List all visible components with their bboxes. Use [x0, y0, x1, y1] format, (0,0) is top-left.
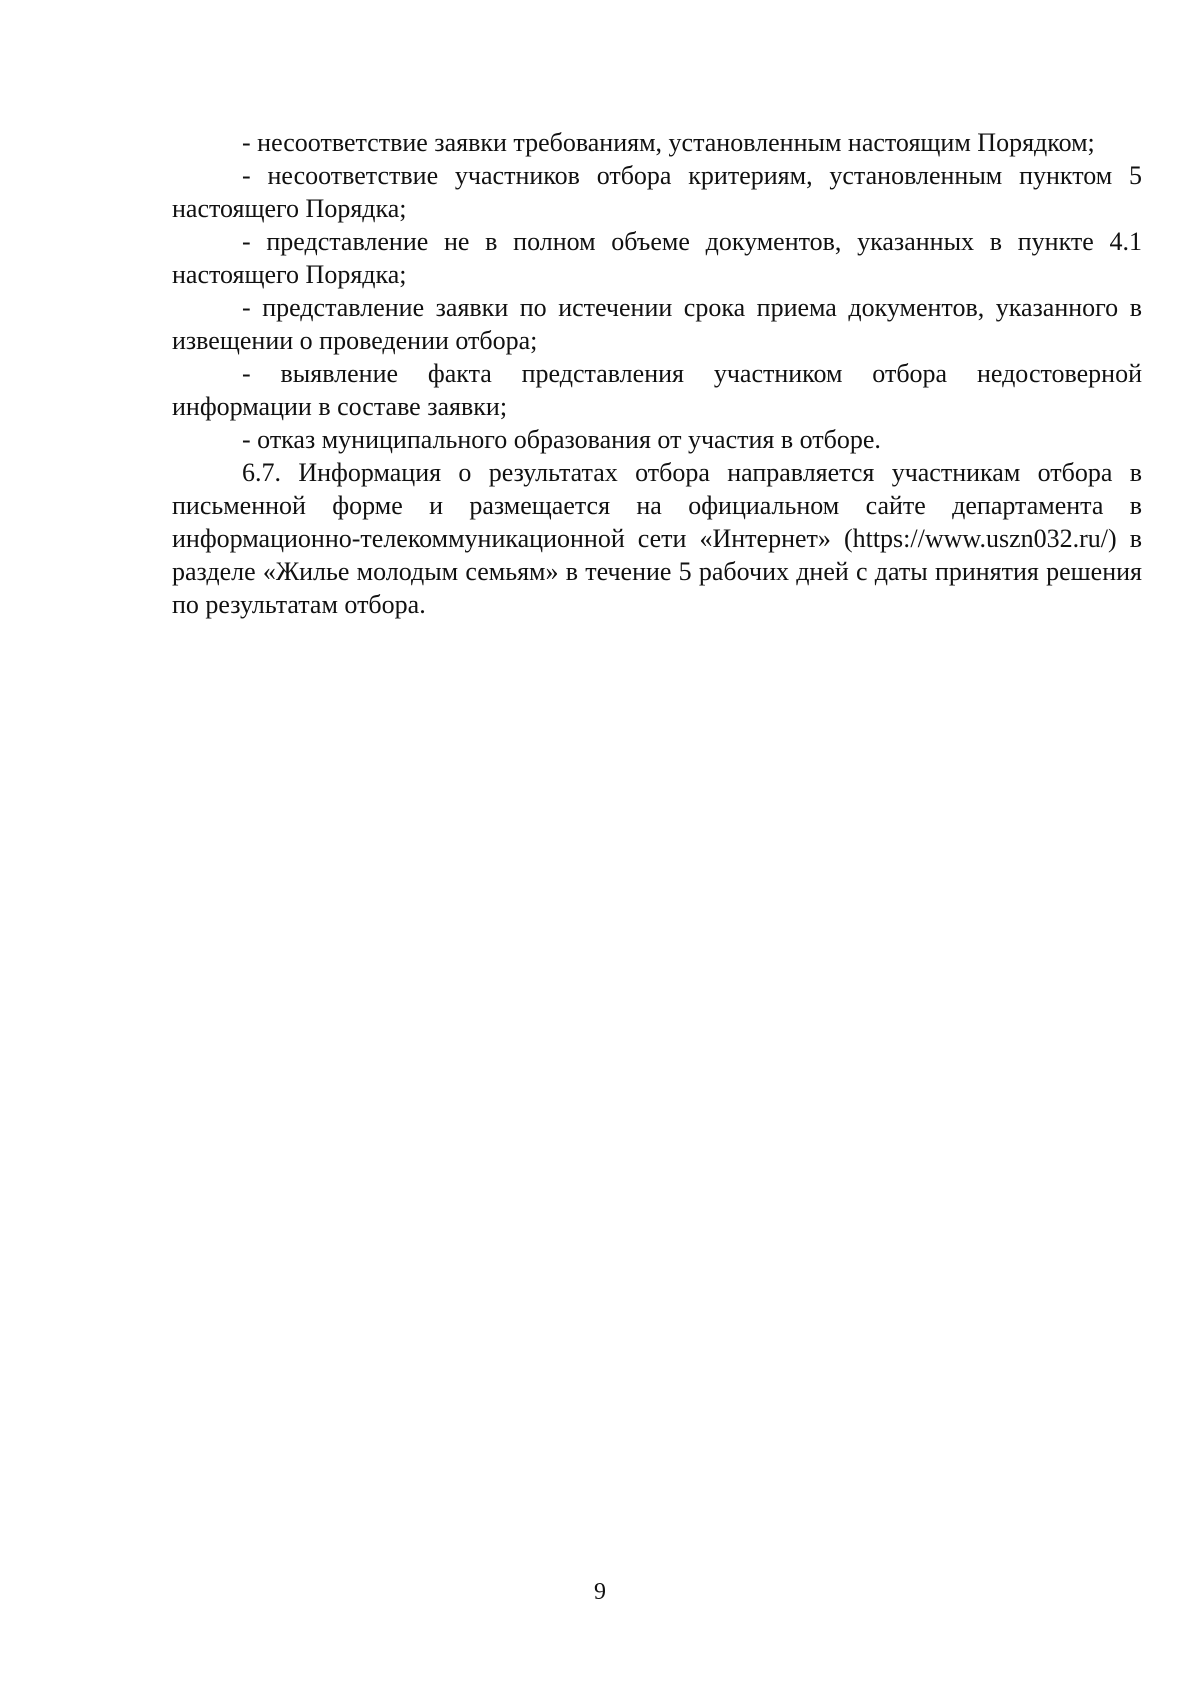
document-body — [172, 126, 1142, 621]
list-item-rejection-reason: - несоответствие заявки требованиям, установленным настоящим Порядком; — [242, 128, 1095, 157]
list-item-rejection-reason: - несоответствие участников отбора критериям, установленным пунктом 5 настоящего Порядка; — [172, 161, 1142, 223]
list-item-rejection-reason: - выявление факта представления участником отбора недостоверной информации в составе заявки; — [172, 359, 1142, 421]
list-item-rejection-reason: - отказ муниципального образования от участия в отборе. — [242, 425, 881, 454]
list-item-rejection-reason: - представление не в полном объеме документов, указанных в пункте 4.1 настоящего Порядка; — [172, 227, 1142, 289]
paragraph-6-7: 6.7. Информация о результатах отбора направляется участникам отбора в письменной форме и размещается на официальном сайте департамента в информационно-телекоммуникационной сети «Интернет» (https://www.uszn032.ru/) в разделе «Жилье молодым семьям» в течение 5 рабочих дней с даты принятия решения по результатам отбора. — [172, 458, 1142, 619]
list-item-rejection-reason: - представление заявки по истечении срока приема документов, указанного в извещении о проведении отбора; — [172, 293, 1142, 355]
page-number: 9 — [594, 1579, 606, 1605]
